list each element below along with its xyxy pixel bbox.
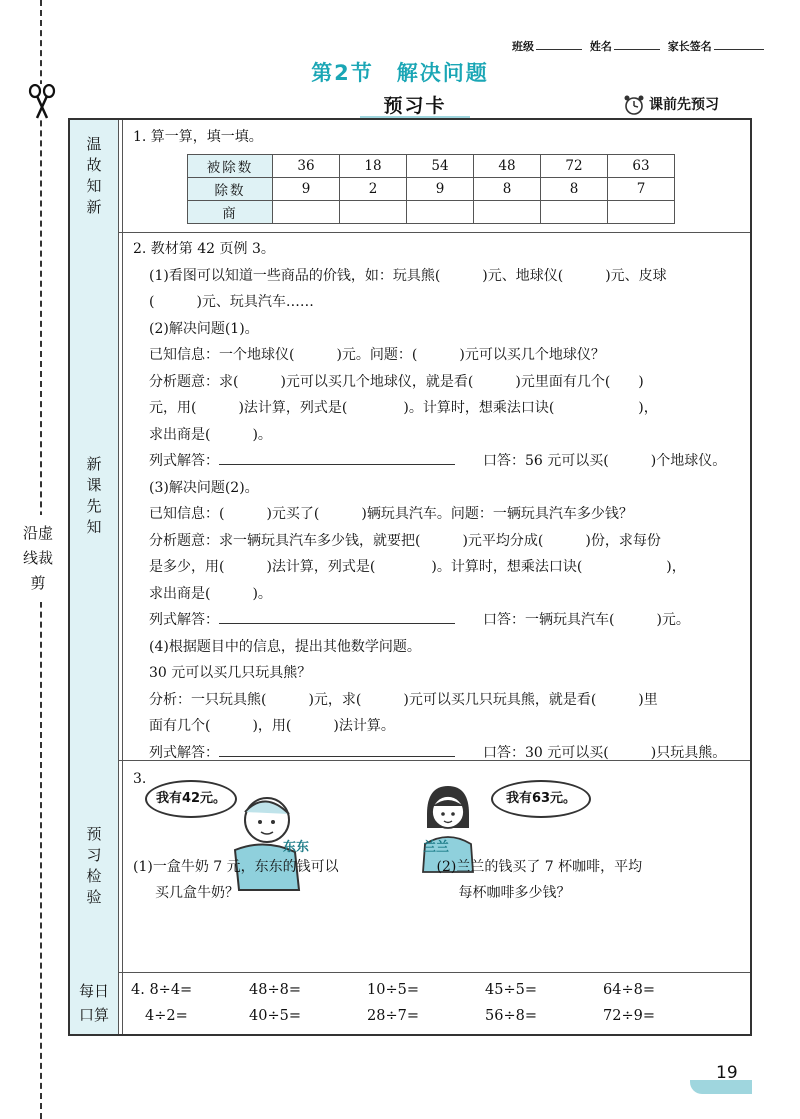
boy-name: 东东: [283, 840, 310, 855]
table-cell: 54: [407, 155, 474, 178]
review-content: [122, 120, 750, 232]
daily-content: [122, 972, 750, 1034]
subquestion-2: [437, 854, 741, 906]
daily-side-text: [79, 979, 109, 1027]
girl-speech-bubble: 我有63元。: [491, 780, 591, 818]
daily-calc-row: [70, 972, 750, 1034]
new-line: (4)根据题目中的信息，提出其他数学问题。: [149, 638, 421, 655]
new-line: 求出商是( )。: [149, 426, 272, 443]
scissors-icon: [26, 84, 58, 120]
check-row: [70, 760, 750, 973]
preview-tag: [622, 94, 719, 116]
table-cell: 48: [474, 155, 541, 178]
new-line: 分析：一只玩具熊( )元，求( )元可以买几只玩具熊，就是看( )里: [149, 691, 658, 708]
new-line: 求出商是( )。: [149, 585, 272, 602]
table-row: [188, 201, 675, 224]
calc-item: 64÷8=: [603, 982, 655, 998]
calc-item: 45÷5=: [485, 982, 537, 998]
table-row: [188, 155, 675, 178]
new-line: 分析题意：求一辆玩具汽车多少钱，就要把( )元平均分成( )份，求每份: [149, 532, 661, 549]
new-line: 是多少，用( )法计算，列式是( )。计算时，想乘法口诀( )，: [149, 559, 686, 575]
subquestion-line: (1)一盒牛奶 7 元，东东的钱可以: [133, 859, 339, 875]
table-header-quotient: 商: [188, 201, 273, 224]
review-row: [70, 120, 750, 233]
q1-prompt: 1. 算一算，填一填。: [133, 129, 263, 145]
table-cell: 2: [340, 178, 407, 201]
class-label: 班级: [512, 40, 534, 53]
alarm-clock-icon: [622, 94, 646, 116]
division-table: [187, 154, 675, 224]
quotient-answer-cell[interactable]: [407, 201, 474, 224]
calc-item: 72÷9=: [603, 1008, 655, 1024]
new-line: (2)解决问题(1)。: [149, 320, 259, 337]
new-line: 分析题意：求( )元可以买几个地球仪，就是看( )元里面有几个( ): [149, 373, 644, 390]
page-number: 19: [716, 1063, 738, 1083]
oral-answer: 口答：56 元可以买( )个地球仪。: [483, 453, 727, 469]
preview-tag-label: 课前先预习: [649, 97, 719, 113]
section-title: 第2节 解决问题: [311, 61, 489, 85]
answer-label: 列式解答：: [149, 453, 219, 469]
quotient-answer-cell[interactable]: [340, 201, 407, 224]
oral-answer: 口答：30 元可以买( )只玩具熊。: [483, 744, 727, 761]
name-label: 姓名: [589, 40, 612, 53]
table-cell: 7: [608, 178, 675, 201]
new-content: [122, 232, 750, 760]
review-side-label: [70, 120, 119, 232]
parent-sign-label: 家长签名: [667, 40, 712, 53]
new-lesson-row: [70, 232, 750, 761]
quotient-answer-cell[interactable]: [474, 201, 541, 224]
new-line: 已知信息：一个地球仪( )元。问题：( )元可以买几个地球仪？: [149, 347, 605, 363]
table-cell: 8: [541, 178, 608, 201]
parent-sign-blank[interactable]: [714, 49, 764, 50]
table-cell: 9: [407, 178, 474, 201]
calc-grid: [131, 977, 750, 1029]
calc-item: 56÷8=: [485, 1008, 537, 1024]
review-side-text: 温故知新: [86, 135, 102, 216]
answer-line-1: [133, 448, 740, 475]
answer-line-2: [133, 607, 740, 634]
subquestion-line: 每杯咖啡多少钱？: [458, 885, 571, 901]
quotient-answer-cell[interactable]: [608, 201, 675, 224]
header-info: [512, 38, 768, 54]
daily-side-label: [70, 972, 119, 1034]
answer-label: 列式解答：: [149, 744, 219, 761]
new-line: 元，用( )法计算，列式是( )。计算时，想乘法口诀( )，: [149, 400, 658, 416]
quotient-answer-cell[interactable]: [541, 201, 608, 224]
calc-item: 4. 8÷4=: [131, 982, 193, 998]
answer-blank[interactable]: [219, 450, 455, 465]
daily-side-line: 每日: [78, 982, 109, 1000]
subquestion-1: [133, 854, 437, 906]
new-line: 30 元可以买几只玩具熊？: [149, 665, 312, 681]
new-side-label: [70, 232, 119, 760]
answer-blank[interactable]: [219, 742, 455, 757]
check-subquestions: [133, 854, 740, 906]
table-row: [188, 178, 675, 201]
name-blank[interactable]: [614, 49, 660, 50]
calc-item: 28÷7=: [367, 1008, 419, 1024]
boy-speech-bubble: 我有42元。: [145, 780, 237, 818]
girl-name: 兰兰: [423, 840, 450, 855]
class-blank[interactable]: [536, 49, 582, 50]
cut-label: 沿虚线裁剪: [23, 515, 53, 602]
answer-blank[interactable]: [219, 609, 455, 624]
calc-item: 4÷2=: [145, 1008, 188, 1024]
q3-prompt: 3.: [133, 771, 147, 787]
table-header-dividend: 被除数: [188, 155, 273, 178]
table-cell: 36: [273, 155, 340, 178]
table-header-divisor: 除数: [188, 178, 273, 201]
answer-label: 列式解答：: [149, 612, 219, 628]
check-content: [122, 760, 750, 972]
calc-item: 10÷5=: [367, 982, 419, 998]
new-line: 面有几个( )，用( )法计算。: [149, 718, 395, 734]
table-cell: 18: [340, 155, 407, 178]
table-cell: 8: [474, 178, 541, 201]
new-line: 已知信息：( )元买了( )辆玩具汽车。问题：一辆玩具汽车多少钱？: [149, 506, 633, 522]
new-line: ( )元、玩具汽车……: [149, 294, 314, 310]
calc-item: 48÷8=: [249, 982, 301, 998]
subquestion-line: 买几盒牛奶？: [155, 885, 239, 901]
table-cell: 72: [541, 155, 608, 178]
check-side-label: [70, 760, 119, 972]
worksheet-frame: [68, 118, 752, 1036]
new-line: (3)解决问题(2)。: [149, 479, 259, 496]
oral-answer: 口答：一辆玩具汽车( )元。: [483, 612, 690, 628]
new-line: 2. 教材第 42 页例 3。: [133, 241, 275, 257]
subquestion-line: (2)兰兰的钱买了 7 杯咖啡，平均: [436, 859, 643, 875]
card-title: 预习卡: [383, 95, 447, 117]
table-cell: 63: [608, 155, 675, 178]
check-side-text: 预习检验: [86, 825, 102, 906]
new-line: (1)看图可以知道一些商品的价钱，如：玩具熊( )元、地球仪( )元、皮球: [149, 267, 667, 284]
calc-item: 40÷5=: [249, 1008, 301, 1024]
daily-side-line: 口算: [78, 1006, 109, 1024]
new-side-text: 新课先知: [86, 455, 102, 536]
quotient-answer-cell[interactable]: [273, 201, 340, 224]
table-cell: 9: [273, 178, 340, 201]
